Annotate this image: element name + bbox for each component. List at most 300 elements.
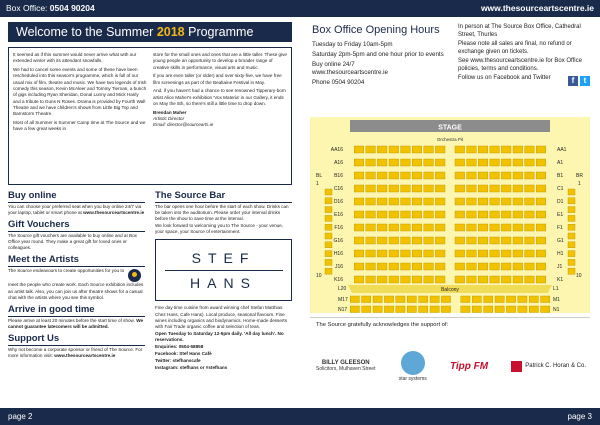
- seat: [484, 306, 493, 313]
- seat: [568, 224, 575, 230]
- seat: [536, 224, 546, 231]
- support-text: [8, 347, 145, 359]
- seat: [478, 159, 488, 166]
- info-location: In person at The Source Box Office, Cathedral Street, Thurles: [458, 24, 581, 38]
- seat: [501, 198, 511, 205]
- info-policies: See www.thesourceartscentre.ie for Box Office policies, terms and conditions.: [458, 58, 582, 72]
- seat: [377, 276, 387, 283]
- info-column: [8, 190, 145, 360]
- source-bar-enquiries: Enquiries: 0504-58858: [155, 344, 204, 350]
- seat: [389, 263, 399, 270]
- balcony-row-n-end: N1: [553, 307, 560, 313]
- intro-role: Artistic Director: [153, 116, 185, 122]
- sponsor-gleeson: [316, 360, 375, 372]
- seat: [366, 198, 376, 205]
- seat: [384, 306, 393, 313]
- source-bar-text1: The bar opens one hour before the start of each show. Drinks can be taken into the auditorium. Please order your interval drinks before the show to save time at the interval.: [155, 204, 289, 222]
- seat: [401, 211, 411, 218]
- row-label-right: A1: [557, 160, 564, 166]
- seat: [401, 224, 411, 231]
- seat: [513, 211, 523, 218]
- seat: [461, 296, 470, 303]
- seat: [377, 237, 387, 244]
- seating-plan-svg: [310, 117, 590, 313]
- seat: [430, 306, 439, 313]
- seat: [478, 198, 488, 205]
- seat: [325, 259, 332, 265]
- seat: [389, 276, 399, 283]
- source-bar-text3: Fine day time cuisine from award winning chef Stefan Matthias Chez Hans, Cafe Hans). Local produce, seasonal flavours. Fine wines including organics and biodynamics. Home-made desserts with Fair Trade organic coffee and selection of teas.: [155, 305, 288, 329]
- seat: [467, 211, 477, 218]
- seat: [325, 251, 332, 257]
- arrive-body: Please arrive at least 20 minutes before the start time of show.: [8, 317, 135, 323]
- box-left-top: 1: [316, 181, 319, 187]
- balcony-row-l-start: L20: [338, 286, 347, 292]
- seat: [525, 172, 535, 179]
- intro-paragraph: store for the small ones and ones that are a little taller. These give young people an opportunity to develop a broader range of creative skills in performance, visual arts and music.: [153, 52, 287, 70]
- seat: [484, 296, 493, 303]
- seat: [455, 263, 465, 270]
- welcome-post: Programme: [188, 25, 254, 39]
- box-right-label: BR: [576, 173, 583, 179]
- seat: [377, 146, 387, 153]
- seat: [529, 306, 538, 313]
- intro-email: Email: director@sourcearts.ie: [153, 122, 214, 128]
- seat: [424, 146, 434, 153]
- welcome-banner: [8, 22, 292, 42]
- seat: [455, 224, 465, 231]
- row-label-right: K1: [557, 277, 564, 283]
- sponsor-title: The Source gratefully acknowledges the support of:: [316, 322, 449, 328]
- seat: [412, 146, 422, 153]
- seat: [389, 237, 399, 244]
- buy-online-text: [8, 204, 145, 216]
- row-label-left: D16: [333, 199, 343, 205]
- seat: [455, 159, 465, 166]
- row-label-right: J1: [557, 264, 563, 270]
- row-label-left: B16: [334, 173, 343, 179]
- info-follow: Follow us on Facebook and Twitter: [458, 75, 551, 81]
- row-label-left: AA16: [330, 147, 343, 153]
- left-footer-bar: [0, 408, 300, 425]
- sponsor-section: [310, 317, 590, 402]
- seat: [401, 172, 411, 179]
- meet-artists-text-a: The Source endeavours to create opportunities for you to: [8, 268, 125, 274]
- seat: [377, 250, 387, 257]
- seat: [490, 172, 500, 179]
- seat: [490, 250, 500, 257]
- logo-divider: [165, 270, 283, 271]
- source-bar-column: [155, 190, 292, 372]
- logo-line-1: STEF: [191, 249, 256, 266]
- seat: [384, 296, 393, 303]
- seat: [513, 146, 523, 153]
- seat: [490, 237, 500, 244]
- intro-signature: Brendan Maher: [153, 109, 187, 115]
- seat: [435, 146, 445, 153]
- balcony-row-l-end: L1: [553, 286, 559, 292]
- seat: [490, 276, 500, 283]
- seat: [536, 263, 546, 270]
- seat: [424, 276, 434, 283]
- seat: [478, 211, 488, 218]
- twitter-icon[interactable]: t: [580, 76, 590, 86]
- seat: [478, 185, 488, 192]
- seat: [354, 263, 364, 270]
- seat: [467, 146, 477, 153]
- seat: [412, 172, 422, 179]
- gift-vouchers-text: The Source gift vouchers are available to buy online and at Box Office year round. They make a great gift for loved ones or colleagues.: [8, 233, 137, 251]
- box-office-hours: [312, 24, 448, 89]
- seat: [354, 159, 364, 166]
- source-bar-hours: Open Tuesday to Saturday 12-5pm daily. 'All day lunch'. No reservations.: [155, 330, 284, 342]
- stef-hans-logo: [155, 239, 292, 301]
- seat: [467, 276, 477, 283]
- seat: [455, 198, 465, 205]
- seat: [455, 172, 465, 179]
- left-header-bar: [0, 0, 300, 17]
- seat: [377, 185, 387, 192]
- seat: [568, 189, 575, 195]
- seating-plan: [310, 117, 590, 313]
- seat: [506, 296, 515, 303]
- seat: [467, 237, 477, 244]
- seat: [472, 296, 481, 303]
- gift-vouchers-heading: Gift Vouchers: [8, 219, 145, 232]
- seat: [424, 237, 434, 244]
- seat: [536, 276, 546, 283]
- seat: [529, 296, 538, 303]
- seat: [366, 211, 376, 218]
- row-label-left: J16: [334, 264, 343, 270]
- seat: [412, 224, 422, 231]
- seat: [501, 211, 511, 218]
- seat: [501, 172, 511, 179]
- box-left-bottom: 10: [316, 273, 322, 279]
- seat: [435, 172, 445, 179]
- seat: [568, 207, 575, 213]
- arrive-text: [8, 318, 145, 330]
- seat: [478, 224, 488, 231]
- seat: [478, 250, 488, 257]
- source-bar-twitter[interactable]: Twitter: stefhanscafe: [155, 358, 201, 364]
- balcony-row-n-start: N17: [338, 307, 348, 313]
- hours-line-5: Phone 0504 90204: [312, 78, 365, 86]
- seat: [354, 172, 364, 179]
- buy-online-heading: Buy online: [8, 190, 145, 203]
- support-link[interactable]: www.thesourceartscentre.ie: [54, 353, 116, 359]
- row-label-right: B1: [557, 173, 564, 179]
- seat: [377, 211, 387, 218]
- seat: [435, 159, 445, 166]
- right-page: [300, 0, 600, 425]
- seat: [568, 268, 575, 274]
- seat: [478, 237, 488, 244]
- source-bar-instagram[interactable]: Instagram: stefhans or #stefhans: [155, 365, 228, 371]
- seat: [389, 172, 399, 179]
- seat: [389, 146, 399, 153]
- seat: [568, 251, 575, 257]
- seat: [325, 215, 332, 221]
- row-label-left: C16: [333, 186, 343, 192]
- artist-talk-icon: [128, 269, 141, 282]
- right-footer-bar: [300, 408, 600, 425]
- seat: [354, 250, 364, 257]
- seat: [467, 159, 477, 166]
- seat: [490, 224, 500, 231]
- row-label-left: G16: [333, 238, 343, 244]
- seat: [366, 146, 376, 153]
- seat: [350, 306, 359, 313]
- seat: [501, 224, 511, 231]
- meet-artists-row: [8, 268, 145, 282]
- seat: [407, 306, 416, 313]
- arrive-warning: We cannot guarantee latecomers will be admitted.: [8, 317, 143, 329]
- seat: [478, 263, 488, 270]
- seat: [325, 198, 332, 204]
- seat: [536, 211, 546, 218]
- right-header-bar: [300, 0, 600, 17]
- seat: [435, 237, 445, 244]
- stall-seats: [354, 146, 546, 283]
- horan-logo-icon: [511, 361, 522, 372]
- seat: [478, 146, 488, 153]
- seat: [401, 237, 411, 244]
- intro-paragraph: Most of all Summer is Summer Camp time at The Source and we have a few great weeks in: [13, 119, 146, 132]
- seat: [525, 237, 535, 244]
- seat: [424, 159, 434, 166]
- seat: [412, 159, 422, 166]
- seat: [401, 263, 411, 270]
- seat: [435, 224, 445, 231]
- seat: [424, 250, 434, 257]
- buy-online-link[interactable]: www.thesourceartscentre.ie: [83, 210, 145, 216]
- source-bar-text2: We look forward to welcoming you to The Source - your venue, your space, your Source of entertainment.: [155, 223, 284, 235]
- sponsor-horan-name: Patrick C. Horan & Co.: [525, 363, 586, 369]
- seat: [366, 237, 376, 244]
- seat: [389, 211, 399, 218]
- seat: [412, 250, 422, 257]
- seat: [354, 224, 364, 231]
- seat: [377, 159, 387, 166]
- seat: [435, 211, 445, 218]
- seat: [501, 146, 511, 153]
- seat: [441, 296, 450, 303]
- seat: [525, 198, 535, 205]
- seat: [389, 224, 399, 231]
- seat: [501, 276, 511, 283]
- seat: [435, 198, 445, 205]
- seat: [518, 306, 527, 313]
- seat: [435, 276, 445, 283]
- seat: [495, 296, 504, 303]
- hours-line-4[interactable]: www.thesourceartscentre.ie: [312, 68, 389, 76]
- seat: [412, 185, 422, 192]
- seat: [362, 296, 371, 303]
- seat: [412, 237, 422, 244]
- sponsor-logos: [316, 346, 586, 386]
- seat: [424, 185, 434, 192]
- seat: [354, 185, 364, 192]
- welcome-pre: Welcome to the Summer: [16, 25, 154, 39]
- row-label-right: G1: [557, 238, 564, 244]
- box-office-label: Box Office:: [6, 3, 48, 13]
- seat: [568, 233, 575, 239]
- seat: [350, 296, 359, 303]
- facebook-icon[interactable]: f: [568, 76, 578, 86]
- seat: [430, 296, 439, 303]
- seat: [513, 185, 523, 192]
- info-refunds: Please note all sales are final, no refund or exchange given on tickets.: [458, 41, 572, 55]
- row-label-right: D1: [557, 199, 564, 205]
- seat: [455, 185, 465, 192]
- seat: [354, 276, 364, 283]
- seat: [377, 263, 387, 270]
- seat: [541, 296, 550, 303]
- seat: [389, 159, 399, 166]
- seat: [506, 306, 515, 313]
- seat: [490, 159, 500, 166]
- seat: [396, 306, 405, 313]
- box-office-phone: 0504 90204: [49, 3, 95, 13]
- row-label-right: AA1: [557, 147, 567, 153]
- balcony-row-m-end: M1: [553, 297, 560, 303]
- seat: [412, 263, 422, 270]
- arrive-heading: Arrive in good time: [8, 304, 145, 317]
- intro-paragraph: And, if you haven't had a chance to see renowned Tipperary-born artist Alice Maher's exhibition 'Vox Materia' in our Gallery, it ends on May the 5th, so there's still a little time to drop down.: [153, 88, 286, 107]
- row-label-left: E16: [334, 212, 343, 218]
- seat: [490, 185, 500, 192]
- seat: [501, 250, 511, 257]
- seat: [325, 268, 332, 274]
- seat: [377, 198, 387, 205]
- seat: [354, 211, 364, 218]
- support-heading: Support Us: [8, 333, 145, 346]
- seat: [525, 185, 535, 192]
- intro-column-2: [153, 52, 287, 180]
- seat: [366, 172, 376, 179]
- seat: [513, 198, 523, 205]
- sponsor-star-systems: [399, 351, 427, 382]
- seat: [424, 172, 434, 179]
- balcony-label: Balcony: [441, 287, 459, 293]
- seat: [478, 172, 488, 179]
- seat: [424, 211, 434, 218]
- seat: [424, 198, 434, 205]
- intro-box: [8, 47, 292, 185]
- star-systems-logo-icon: [401, 351, 425, 375]
- row-label-left: H16: [333, 251, 343, 257]
- seat: [373, 306, 382, 313]
- seat: [467, 172, 477, 179]
- seat: [467, 224, 477, 231]
- seat: [435, 250, 445, 257]
- row-label-left: F16: [334, 225, 343, 231]
- balcony-seats: [350, 296, 550, 313]
- seat: [490, 263, 500, 270]
- seat: [461, 306, 470, 313]
- seat: [325, 233, 332, 239]
- seat: [401, 146, 411, 153]
- seat: [455, 237, 465, 244]
- box-office-info: [458, 24, 590, 86]
- seat: [441, 306, 450, 313]
- orchestra-label: Orchestra Pit: [436, 137, 464, 142]
- seat: [389, 198, 399, 205]
- seat: [401, 159, 411, 166]
- seat: [501, 237, 511, 244]
- seat: [513, 237, 523, 244]
- seat: [501, 159, 511, 166]
- seat: [366, 250, 376, 257]
- seat: [467, 250, 477, 257]
- hours-line-3: Buy online 24/7: [312, 60, 355, 68]
- seat: [419, 306, 428, 313]
- left-page-number: page 2: [8, 412, 33, 421]
- seat: [525, 250, 535, 257]
- seat: [495, 306, 504, 313]
- seat: [478, 276, 488, 283]
- seat: [513, 263, 523, 270]
- seat: [435, 185, 445, 192]
- seat: [354, 198, 364, 205]
- row-label-right: C1: [557, 186, 564, 192]
- row-label-right: F1: [557, 225, 563, 231]
- seat: [362, 306, 371, 313]
- seat: [412, 198, 422, 205]
- sponsor-star-name: star systems: [398, 375, 427, 382]
- seat: [536, 159, 546, 166]
- seat: [366, 224, 376, 231]
- seat: [525, 224, 535, 231]
- source-bar-facebook[interactable]: Facebook: Stef Hans Café: [155, 351, 212, 357]
- sponsor-tippfm: Tipp FM: [449, 360, 489, 372]
- meet-artists-text-b: meet the people who create work. Each Source exhibition includes an artist talk. Also, you can join us after theatre shows for a casual chat with the artists where you see this symbol.: [8, 282, 144, 300]
- row-label-right: E1: [557, 212, 564, 218]
- support-body: Why not become a corporate sponsor or friend of The Source. For more information visit:: [8, 346, 143, 359]
- seat: [568, 259, 575, 265]
- seat: [366, 159, 376, 166]
- seat: [525, 146, 535, 153]
- seat: [536, 185, 546, 192]
- seat: [396, 296, 405, 303]
- seat: [401, 250, 411, 257]
- intro-paragraph: It seemed as if this summer would never arrive what with our extended winter with its attendant snowfalls.: [13, 52, 137, 64]
- header-url[interactable]: www.thesourceartscentre.ie: [480, 3, 594, 13]
- seat: [389, 250, 399, 257]
- seat: [513, 159, 523, 166]
- seat: [419, 296, 428, 303]
- hours-line-2: Saturday 2pm-5pm and one hour prior to events: [312, 50, 444, 58]
- seat: [401, 198, 411, 205]
- seat: [407, 296, 416, 303]
- stage-label: STAGE: [438, 124, 462, 132]
- seat: [467, 198, 477, 205]
- seat: [513, 276, 523, 283]
- sponsor-horan: [511, 361, 586, 372]
- seat: [536, 198, 546, 205]
- seat: [525, 211, 535, 218]
- seat: [373, 296, 382, 303]
- seat: [536, 237, 546, 244]
- seat: [472, 306, 481, 313]
- seat: [455, 250, 465, 257]
- intro-column-1: [13, 52, 147, 180]
- seat: [518, 296, 527, 303]
- seat: [366, 263, 376, 270]
- row-label-left: A16: [334, 160, 343, 166]
- seat: [455, 276, 465, 283]
